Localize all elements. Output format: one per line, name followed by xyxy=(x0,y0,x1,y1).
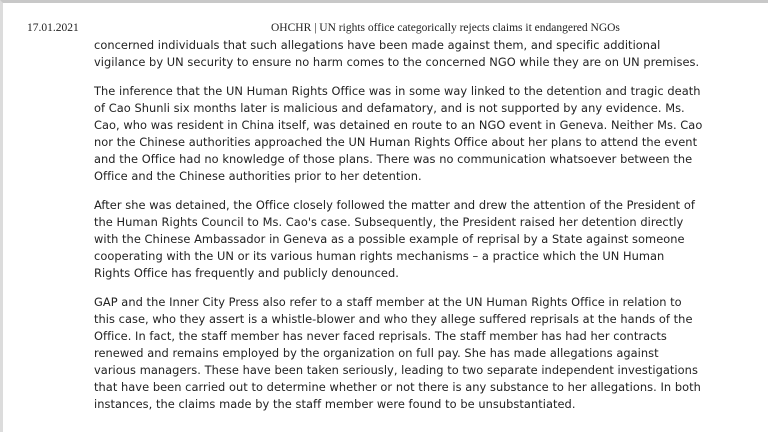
paragraph-security-vigilance: concerned individuals that such allegations have been made against them, and specific additional vigilance by UN security to ensure no harm comes to the concerned NGO while they are on UN premises. xyxy=(94,38,700,69)
article-body xyxy=(94,37,704,425)
print-header xyxy=(3,22,768,36)
print-title: OHCHR | UN rights office categorically rejects claims it endangered NGOs xyxy=(271,22,620,34)
print-date: 17.01.2021 xyxy=(27,22,79,34)
paragraph-staff-member: GAP and the Inner City Press also refer to a staff member at the UN Human Rights Office in relation to this case, who they assert is a whistle-blower and who they allege suffered reprisals at the hands of the Office. In fact, the staff member has never faced reprisals. The staff member has had her contracts renewed and remains employed by the organization on full pay. She has made allegations against various managers. These have been taken seriously, leading to two separate independent investigations that have been carried out to determine whether or not there is any substance to her allegations. In both instances, the claims made by the staff member were found to be unsubstantiated. xyxy=(94,295,701,411)
paragraph-cao-shunli-inference: The inference that the UN Human Rights Office was in some way linked to the detention and tragic death of Cao Shunli six months later is malicious and defamatory, and is not supported by any evidence. Ms. Cao, who was resident in China itself, was detained en route to an NGO event in Geneva. Neither Ms. Cao nor the Chinese authorities approached the UN Human Rights Office about her plans to attend the event and the Office had no knowledge of those plans. There was no communication whatsoever between the Office and the Chinese authorities prior to her detention. xyxy=(94,84,703,183)
paragraph-after-detention: After she was detained, the Office closely followed the matter and drew the attention of the President of the Human Rights Council to Ms. Cao's case. Subsequently, the President raised her detention directly with the Chinese Ambassador in Geneva as a possible example of reprisal by a State against someone cooperating with the UN or its various human rights mechanisms – a practice which the UN Human Rights Office has frequently and publicly denounced. xyxy=(94,198,695,280)
